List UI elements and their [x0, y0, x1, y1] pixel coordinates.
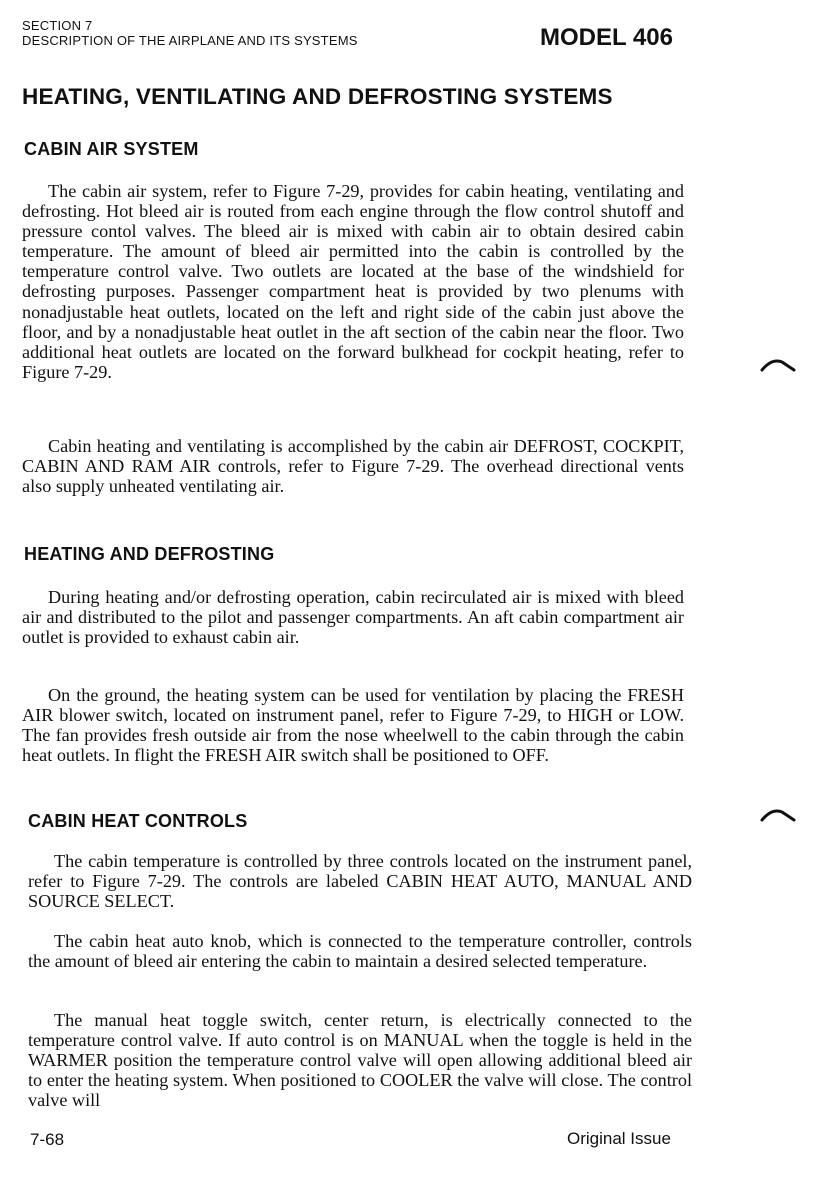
heating-defrosting-paragraph-1: During heating and/or defrosting operation, cabin recirculated air is mixed with bleed air and distributed to the pilot and passenger compartments. An aft cabin compartment air outlet is provided to exhaust cabin air. — [22, 587, 684, 648]
cabin-heat-controls-heading: CABIN HEAT CONTROLS — [28, 811, 248, 831]
cabin-heat-controls-paragraph-1: The cabin temperature is controlled by three controls located on the instrument panel, refer to Figure 7-29. The controls are labeled CABIN HEAT AUTO, MANUAL AND SOURCE SELECT. — [28, 851, 692, 912]
section-header — [22, 18, 358, 48]
heating-defrosting-heading: HEATING AND DEFROSTING — [24, 544, 275, 564]
model-label: MODEL 406 — [540, 24, 673, 51]
page-title: HEATING, VENTILATING AND DEFROSTING SYSTEMS — [22, 84, 613, 109]
revision-mark-icon — [760, 358, 796, 372]
heating-defrosting-paragraph-2: On the ground, the heating system can be used for ventilation by placing the FRESH AIR blower switch, located on instrument panel, refer to Figure 7-29, to HIGH or LOW. The fan provides fresh outside air from the nose wheelwell to the cabin through the cabin heat outlets. In flight the FRESH AIR switch shall be positioned to OFF. — [22, 685, 684, 766]
cabin-air-paragraph-2: Cabin heating and ventilating is accomplished by the cabin air DEFROST, COCKPIT, CABIN AND RAM AIR controls, refer to Figure 7-29. The overhead directional vents also supply unheated ventilating air. — [22, 436, 684, 497]
issue-label: Original Issue — [567, 1129, 671, 1148]
page-number: 7-68 — [30, 1130, 65, 1149]
revision-mark-icon — [760, 808, 796, 822]
section-number: SECTION 7 — [22, 18, 93, 33]
cabin-heat-controls-paragraph-2: The cabin heat auto knob, which is connected to the temperature controller, controls the amount of bleed air entering the cabin to maintain a desired selected temperature. — [28, 931, 692, 972]
section-title: DESCRIPTION OF THE AIRPLANE AND ITS SYSTEMS — [22, 33, 358, 48]
cabin-air-system-heading: CABIN AIR SYSTEM — [24, 139, 199, 159]
cabin-heat-controls-paragraph-3: The manual heat toggle switch, center return, is electrically connected to the temperature control valve. If auto control is on MANUAL when the toggle is held in the WARMER position the temperature control valve will open allowing additional bleed air to enter the heating system. When positioned to COOLER the valve will close. The control valve will — [28, 1010, 692, 1111]
cabin-air-paragraph-1: The cabin air system, refer to Figure 7-29, provides for cabin heating, ventilating and defrosting. Hot bleed air is routed from each engine through the flow control shutoff and pressure contol valves. The bleed air is mixed with cabin air to obtain desired cabin temperature. The amount of bleed air permitted into the cabin is controlled by the temperature control valve. Two outlets are located at the base of the windshield for defrosting purposes. Passenger compartment heat is provided by two plenums with nonadjustable heat outlets, located on the left and right side of the cabin just above the floor, and by a nonadjustable heat outlet in the aft section of the cabin near the floor. Two additional heat outlets are located on the forward bulkhead for cockpit heating, refer to Figure 7-29. — [22, 181, 684, 382]
